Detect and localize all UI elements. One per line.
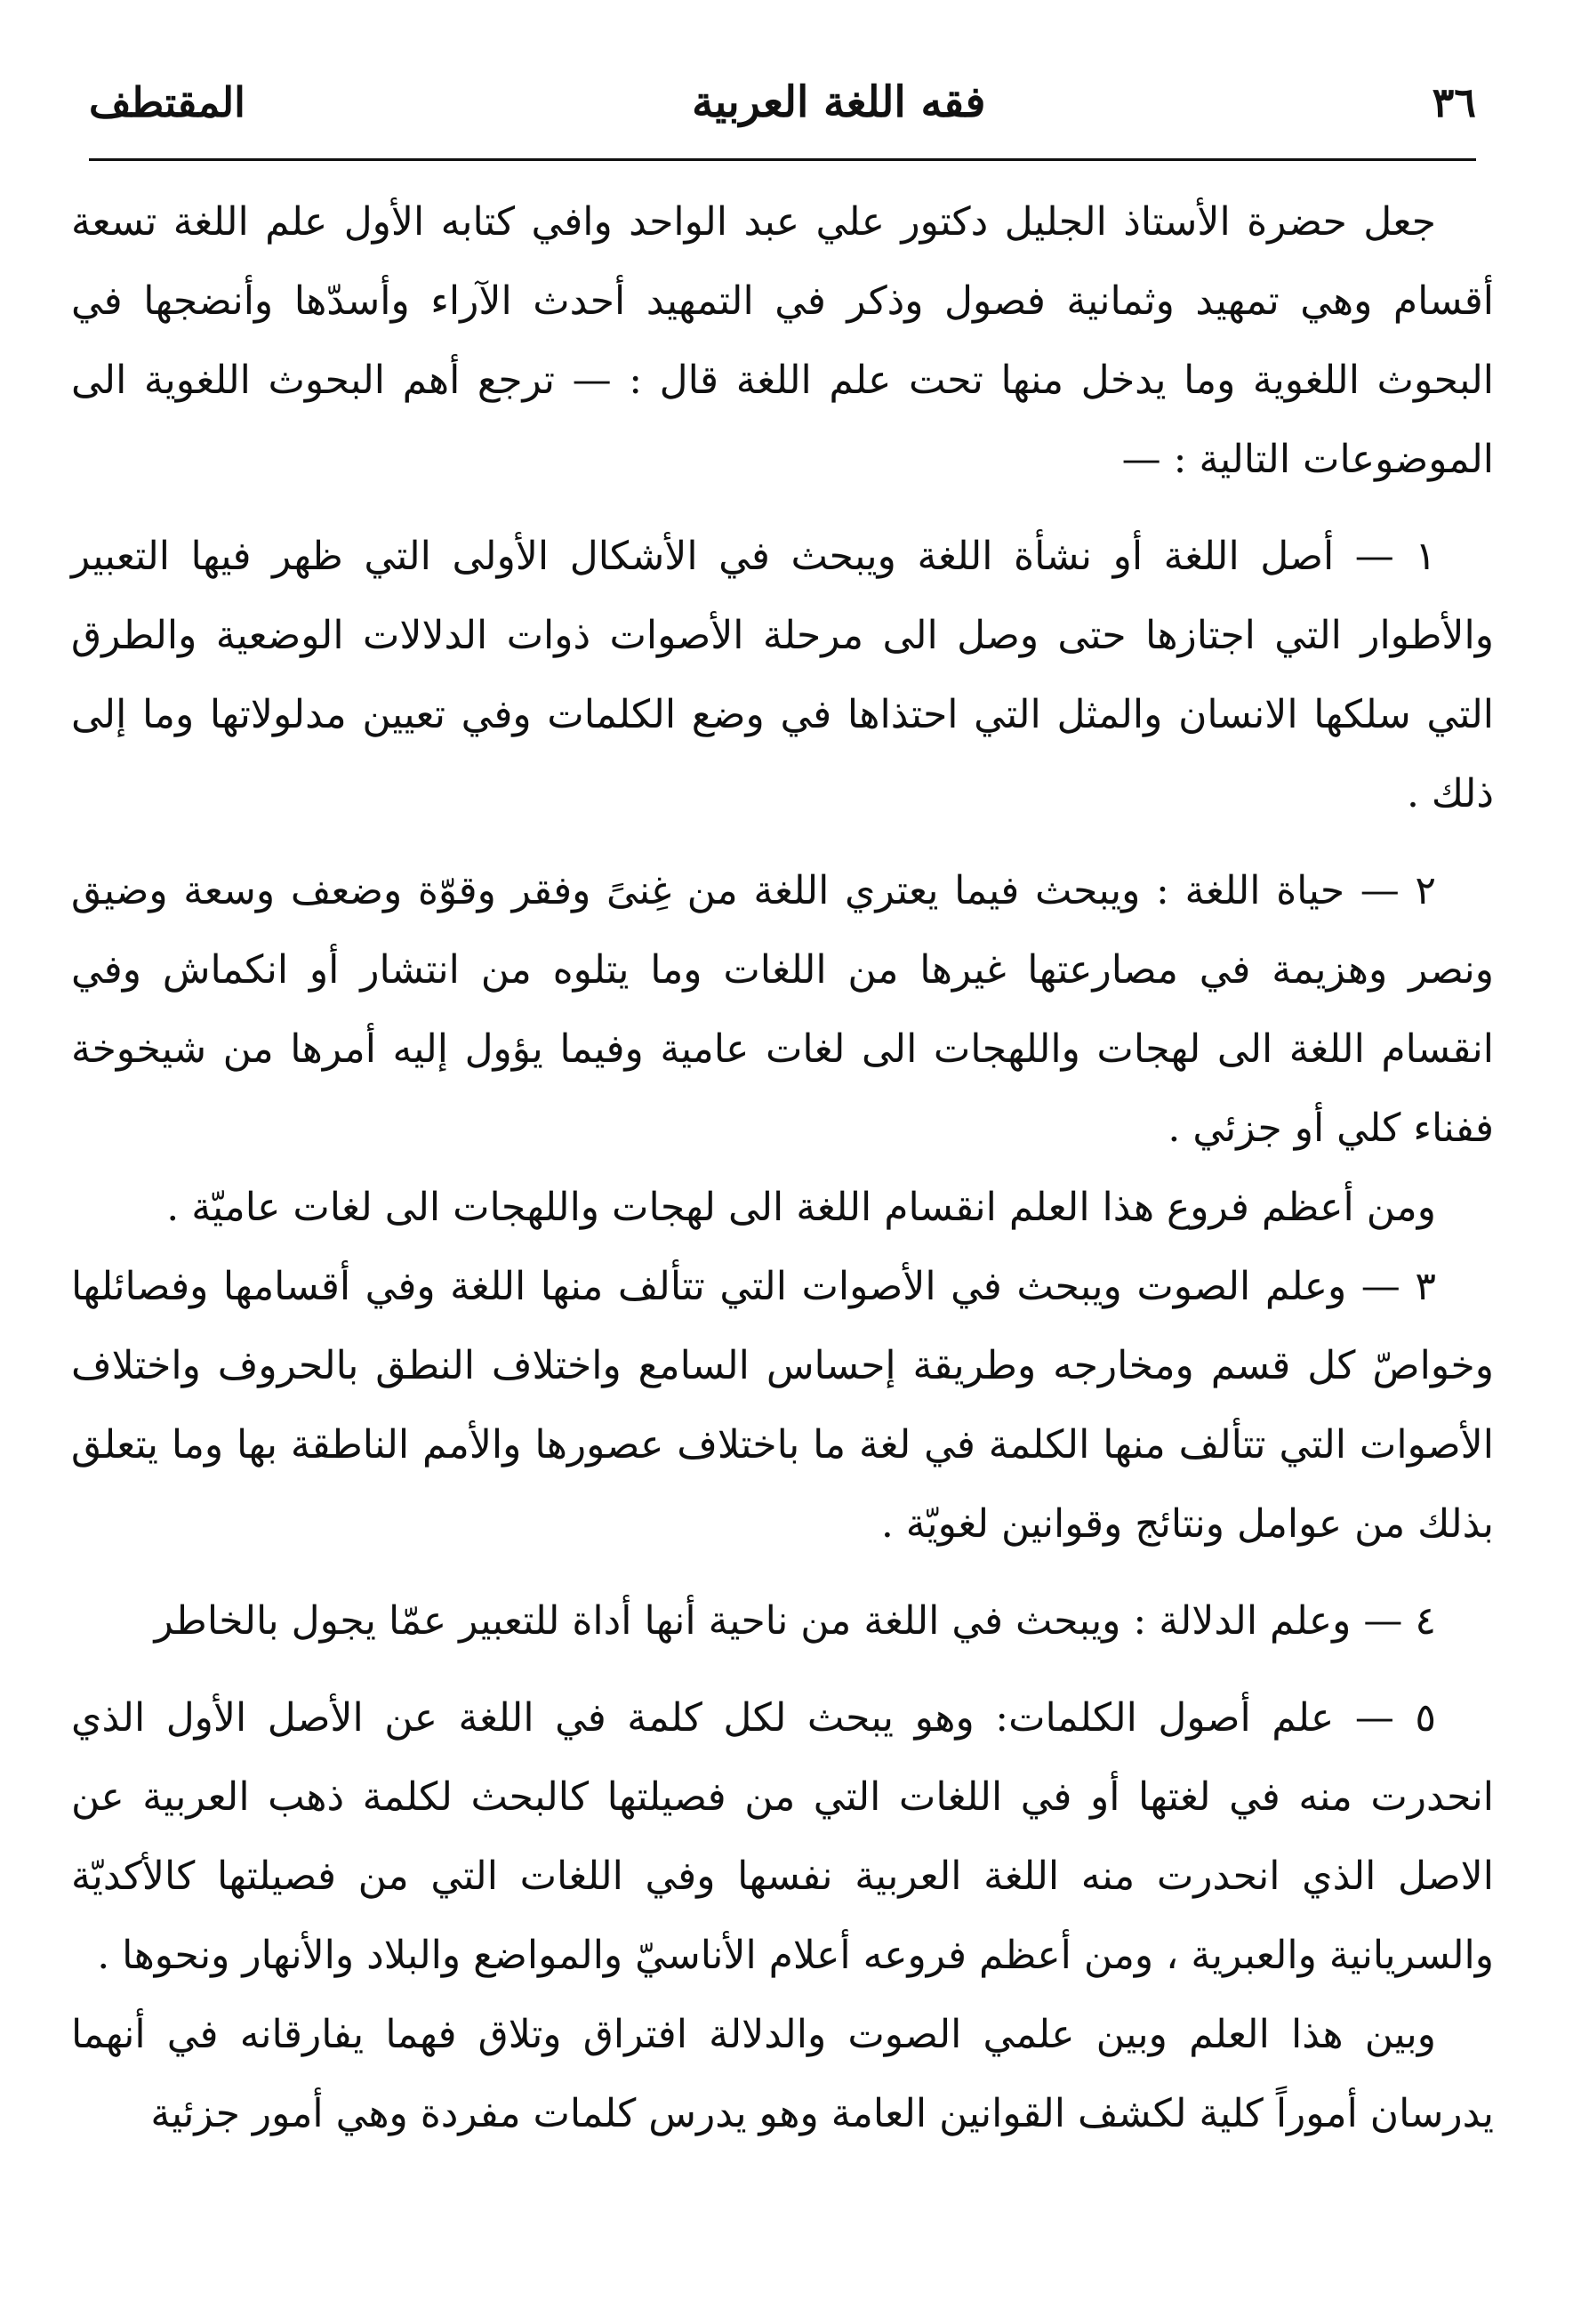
paragraph-intro: جعل حضرة الأستاذ الجليل دكتور علي عبد الواحد وافي كتابه الأول علم اللغة تسعة أقسام وهي تمهيد وثمانية فصول وذكر في التمهيد أحدث الآراء وأسدّها وأنضجها في البحوث اللغوية وما يدخل منها تحت علم اللغة قال : — ترجع أهم البحوث اللغوية الى الموضوعات التالية : —	[71, 199, 1494, 482]
page-number: ٣٦	[1432, 78, 1476, 126]
page-header	[89, 62, 1476, 142]
paragraph-item-4: ٤ — وعلم الدلالة : ويبحث في اللغة من ناحية أنها أداة للتعبير عمّا يجول بالخاطر	[154, 1598, 1436, 1644]
paragraph-item-3: ٣ — وعلم الصوت ويبحث في الأصوات التي تتألف منها اللغة وفي أقسامها وفصائلها وخواصّ كل قسم ومخارجه وطريقة إحساس السامع واختلاف النطق بالحروف واختلاف الأصوات التي تتألف منها الكلمة في لغة ما باختلاف عصورها والأمم الناطقة بها وما يتعلق بذلك من عوامل ونتائج وقوانين لغويّة .	[71, 1264, 1494, 1547]
header-rule	[89, 158, 1476, 161]
journal-name: المقتطف	[89, 78, 245, 126]
running-title: فقه اللغة العربية	[692, 77, 986, 127]
body-text	[71, 182, 1494, 2299]
paragraph-item-2: ٢ — حياة اللغة : ويبحث فيما يعتري اللغة من غِنىً وفقر وقوّة وضعف وسعة وضيق ونصر وهزيمة في مصارعتها غيرها من اللغات وما يتلوه من انتشار أو انكماش وفي انقسام اللغة الى لهجات واللهجات الى لغات عامية وفيما يؤول إليه أمرها من شيخوخة ففناء كلي أو جزئي .	[71, 868, 1495, 1151]
paragraph-note: ومن أعظم فروع هذا العلم انقسام اللغة الى لهجات واللهجات الى لغات عاميّة .	[166, 1185, 1436, 1230]
paragraph-item-5: ٥ — علم أصول الكلمات: وهو يبحث لكل كلمة في اللغة عن الأصل الأول الذي انحدرت منه في لغتها أو في اللغات التي من فصيلتها كالبحث لكلمة ذهب العربية عن الاصل الذي انحدرت منه اللغة العربية نفسها وفي اللغات التي من فصيلتها كالأكديّة والسريانية والعبرية ، ومن أعظم فروعه أعلام الأناسيّ والمواضع والبلاد والأنهار ونحوها .	[71, 1695, 1494, 1978]
paragraph-closing: وبين هذا العلم وبين علمي الصوت والدلالة افتراق وتلاق فهما يفارقانه في أنهما يدرسان أموراً كلية لكشف القوانين العامة وهو يدرس كلمات مفردة وهي أمور جزئية	[71, 2012, 1494, 2136]
paragraph-item-1: ١ — أصل اللغة أو نشأة اللغة ويبحث في الأشكال الأولى التي ظهر فيها التعبير والأطوار التي اجتازها حتى وصل الى مرحلة الأصوات ذوات الدلالات الوضعية والطرق التي سلكها الانسان والمثل التي احتذاها في وضع الكلمات وفي تعيين مدلولاتها وما إلى ذلك .	[71, 534, 1494, 816]
